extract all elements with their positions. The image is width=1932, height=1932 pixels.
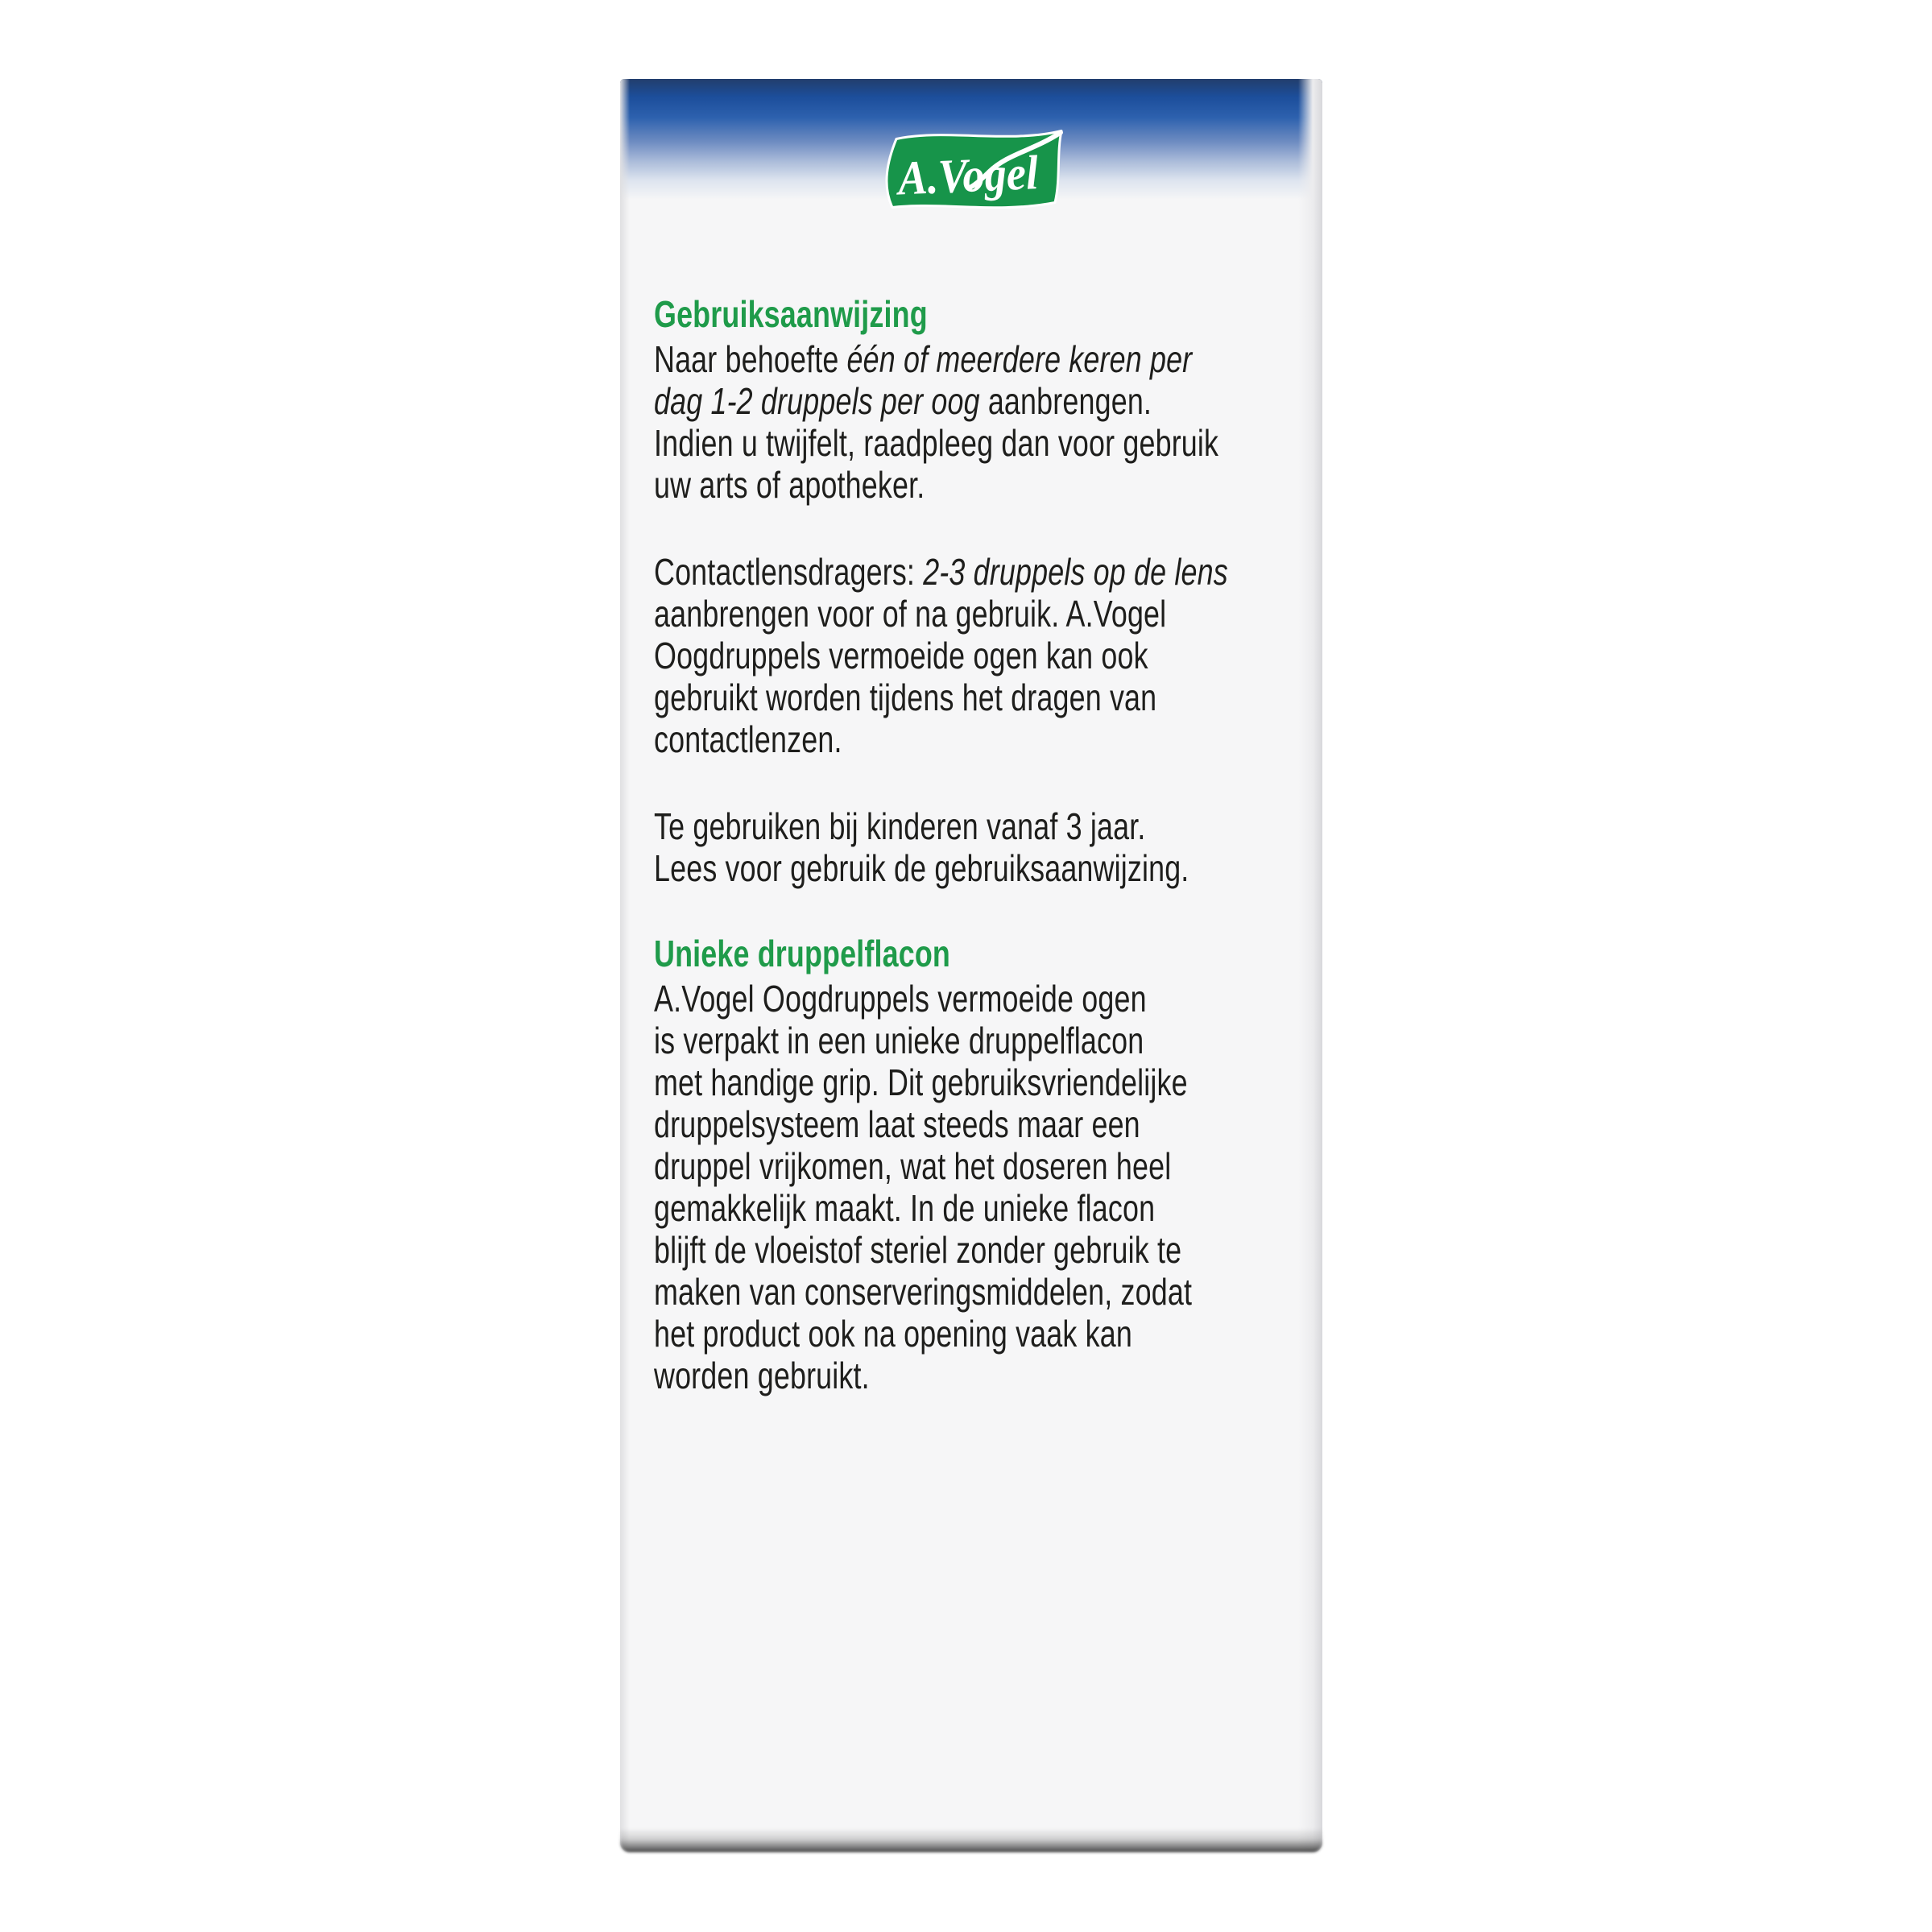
text-line <box>654 978 1289 1020</box>
paragraph <box>654 805 1289 889</box>
section-1 <box>654 293 1289 889</box>
text-line <box>654 1313 1289 1355</box>
package-side-panel <box>620 79 1322 1852</box>
text-segment: Oogdruppels vermoeide ogen kan ook <box>654 635 1148 676</box>
italic-text-segment: één of meerdere keren per <box>846 338 1193 380</box>
text-segment: gebruikt worden tijdens het dragen van <box>654 676 1157 718</box>
text-line <box>654 1103 1289 1145</box>
text-line <box>654 1229 1289 1271</box>
section-heading: Unieke druppelflacon <box>654 933 950 974</box>
text-line <box>654 1020 1289 1061</box>
text-segment: Contactlensdragers: <box>654 551 924 593</box>
panel-bottom-shadow <box>620 1828 1322 1852</box>
text-segment: is verpakt in een unieke druppelflacon <box>654 1020 1144 1061</box>
paragraph <box>654 978 1289 1396</box>
text-segment: druppel vrijkomen, wat het doseren heel <box>654 1145 1172 1187</box>
paragraph <box>654 338 1289 506</box>
text-line <box>654 1355 1289 1396</box>
text-segment: het product ook na opening vaak kan <box>654 1313 1132 1355</box>
text-line <box>654 676 1289 718</box>
panel-right-edge-shading <box>1298 79 1322 1852</box>
text-segment: gemakkelijk maakt. In de unieke flacon <box>654 1187 1156 1229</box>
text-line <box>654 422 1289 464</box>
text-line <box>654 1145 1289 1187</box>
text-line <box>654 1187 1289 1229</box>
text-line <box>654 593 1289 635</box>
text-segment: aanbrengen voor of na gebruik. A.Vogel <box>654 593 1167 635</box>
text-line <box>654 551 1289 593</box>
text-segment: Lees voor gebruik de gebruiksaanwijzing. <box>654 847 1189 889</box>
text-segment: Naar behoefte <box>654 338 847 380</box>
text-segment: contactlenzen. <box>654 718 842 760</box>
text-line <box>654 847 1289 889</box>
text-segment: worden gebruikt. <box>654 1355 870 1396</box>
text-segment: aanbrengen. <box>979 380 1152 422</box>
logo-wordmark: A.Vogel <box>896 145 1054 205</box>
avogel-logo <box>876 130 1065 210</box>
text-line <box>654 380 1289 422</box>
italic-text-segment: 2-3 druppels op de lens <box>923 551 1228 593</box>
panel-left-edge-shading <box>620 79 630 1852</box>
text-segment: A.Vogel Oogdruppels vermoeide ogen <box>654 978 1147 1020</box>
text-line <box>654 464 1289 506</box>
text-line <box>654 805 1289 847</box>
text-segment: druppelsysteem laat steeds maar een <box>654 1103 1140 1145</box>
text-line <box>654 338 1289 380</box>
text-segment: Indien u twijfelt, raadpleeg dan voor gebruik <box>654 422 1219 464</box>
text-segment: maken van conserveringsmiddelen, zodat <box>654 1271 1193 1313</box>
italic-text-segment: dag 1-2 druppels per oog <box>654 380 980 422</box>
section-heading: Gebruiksaanwijzing <box>654 293 928 335</box>
text-segment: blijft de vloeistof steriel zonder gebruik te <box>654 1229 1182 1271</box>
text-line <box>654 1061 1289 1103</box>
paragraph <box>654 551 1289 760</box>
text-segment: Te gebruiken bij kinderen vanaf 3 jaar. <box>654 805 1146 847</box>
text-segment: met handige grip. Dit gebruiksvriendelijke <box>654 1061 1188 1103</box>
text-line <box>654 1271 1289 1313</box>
section-2 <box>654 933 1289 1396</box>
text-segment: uw arts of apotheker. <box>654 464 925 506</box>
text-line <box>654 635 1289 676</box>
panel-text-column <box>654 293 1289 1396</box>
text-line <box>654 718 1289 760</box>
